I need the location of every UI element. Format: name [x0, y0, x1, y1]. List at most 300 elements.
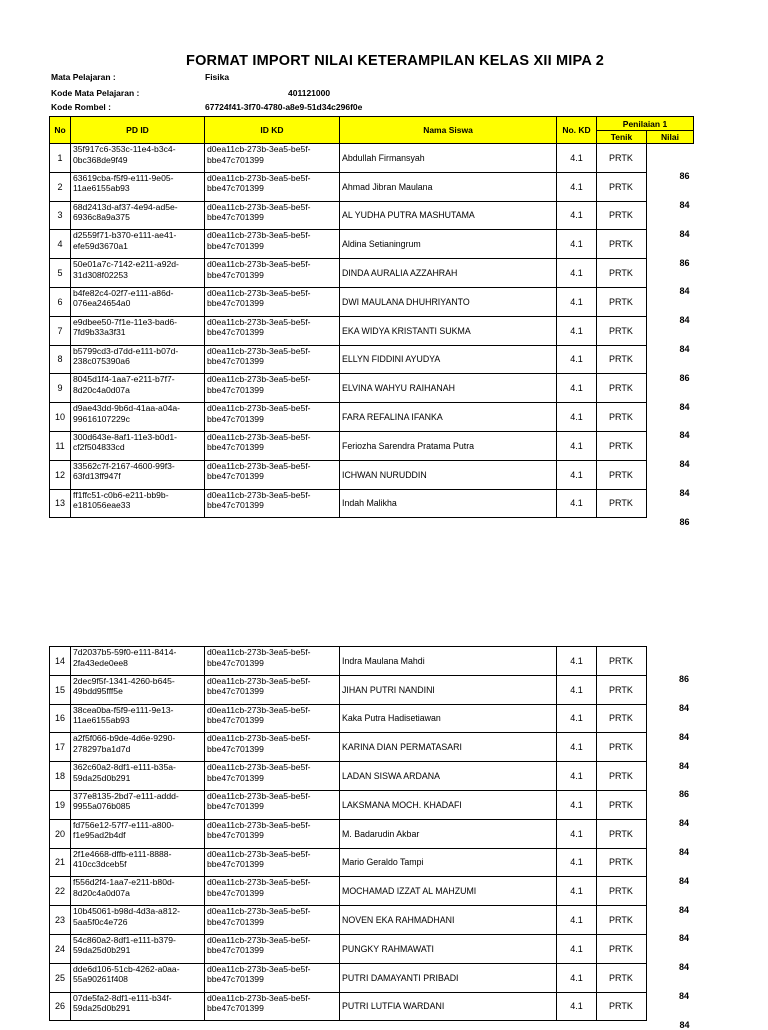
- cell-nama-siswa: PUTRI LUTFIA WARDANI: [340, 992, 557, 1021]
- cell-no: 13: [50, 489, 71, 518]
- cell-no-kd: 4.1: [557, 172, 597, 201]
- cell-nama-siswa: M. Badarudin Akbar: [340, 819, 557, 848]
- cell-pd-id: [71, 144, 205, 173]
- pd-id-line-2: 238c075390a6: [73, 356, 130, 367]
- kode-rombel-value: 67724f41-3f70-4780-a8e9-51d34c296f0e: [205, 102, 363, 112]
- pd-id-line-2: 5aa5f0c4e726: [73, 916, 128, 927]
- nilai-value: 86: [679, 372, 690, 383]
- cell-no: 11: [50, 431, 71, 460]
- cell-id-kd: [205, 172, 340, 201]
- pd-id-line-1: f556d2f4-1aa7-e211-b80d-: [73, 877, 175, 888]
- table-row: [50, 431, 694, 460]
- id-kd-line-2: bbe47c701399: [207, 657, 264, 668]
- nilai-value: 84: [678, 962, 689, 973]
- cell-no: 10: [50, 403, 71, 432]
- pd-id-line-1: 07de5fa2-8df1-e111-b34f-: [73, 992, 172, 1003]
- pd-id-line-1: 33562c7f-2167-4600-99f3-: [73, 460, 175, 471]
- id-kd-line-1: d0ea11cb-273b-3ea5-be5f-: [207, 992, 311, 1003]
- id-kd-line-1: d0ea11cb-273b-3ea5-be5f-: [207, 431, 311, 442]
- id-kd-line-2: bbe47c701399: [207, 327, 264, 338]
- pd-id-line-2: 55a90261f408: [73, 974, 128, 985]
- pd-id-line-2: cf2f504833cd: [73, 442, 125, 453]
- nilai-value: 84: [679, 1019, 690, 1030]
- cell-no-kd: 4.1: [557, 489, 597, 518]
- cell-nama-siswa: Mario Geraldo Tampi: [340, 848, 557, 877]
- nilai-value: 86: [679, 516, 690, 527]
- cell-id-kd: [205, 963, 340, 992]
- id-kd-line-1: d0ea11cb-273b-3ea5-be5f-: [207, 345, 311, 356]
- id-kd-line-1: d0ea11cb-273b-3ea5-be5f-: [207, 172, 311, 183]
- id-kd-line-1: d0ea11cb-273b-3ea5-be5f-: [207, 848, 311, 859]
- cell-nama-siswa: NOVEN EKA RAHMADHANI: [340, 906, 557, 935]
- cell-no-kd: 4.1: [557, 403, 597, 432]
- pd-id-line-2: 9955a076b085: [73, 801, 131, 812]
- cell-nama-siswa: Kaka Putra Hadisetiawan: [340, 704, 557, 733]
- cell-teknik: PRTK: [597, 172, 647, 201]
- header-id-kd: ID KD: [205, 117, 340, 144]
- header-pd-id: PD ID: [71, 117, 205, 144]
- cell-id-kd: [205, 819, 340, 848]
- pd-id-line-2: e181056eae33: [73, 500, 131, 511]
- cell-nama-siswa: AL YUDHA PUTRA MASHUTAMA: [340, 201, 557, 230]
- pd-id-line-1: 362c60a2-8df1-e111-b35a-: [73, 762, 176, 773]
- cell-no-kd: 4.1: [557, 790, 597, 819]
- cell-no: 19: [50, 790, 71, 819]
- pd-id-line-2: 0bc368de9f49: [73, 154, 128, 165]
- cell-id-kd: [205, 374, 340, 403]
- cell-no-kd: 4.1: [557, 316, 597, 345]
- cell-pd-id: [71, 675, 205, 704]
- id-kd-line-1: d0ea11cb-273b-3ea5-be5f-: [207, 374, 311, 385]
- id-kd-line-2: bbe47c701399: [207, 384, 264, 395]
- cell-no-kd: 4.1: [557, 704, 597, 733]
- id-kd-line-1: d0ea11cb-273b-3ea5-be5f-: [207, 489, 311, 500]
- cell-pd-id: [71, 848, 205, 877]
- cell-teknik: PRTK: [597, 230, 647, 259]
- id-kd-line-2: bbe47c701399: [207, 859, 264, 870]
- id-kd-line-1: d0ea11cb-273b-3ea5-be5f-: [207, 287, 311, 298]
- cell-pd-id: [71, 403, 205, 432]
- pd-id-line-1: 2dec9f5f-1341-4260-b645-: [73, 675, 175, 686]
- pd-id-line-2: 278297ba1d7d: [73, 743, 131, 754]
- cell-id-kd: [205, 848, 340, 877]
- mapel-label: Mata Pelajaran :: [51, 72, 116, 82]
- id-kd-line-1: d0ea11cb-273b-3ea5-be5f-: [207, 460, 311, 471]
- cell-teknik: PRTK: [597, 819, 647, 848]
- nilai-value: 86: [678, 674, 689, 685]
- id-kd-line-2: bbe47c701399: [207, 298, 264, 309]
- id-kd-line-2: bbe47c701399: [207, 183, 264, 194]
- cell-no-kd: 4.1: [557, 345, 597, 374]
- cell-pd-id: [71, 489, 205, 518]
- cell-id-kd: [205, 992, 340, 1021]
- cell-no: 2: [50, 172, 71, 201]
- id-kd-line-1: d0ea11cb-273b-3ea5-be5f-: [207, 906, 311, 917]
- pd-id-line-1: 68d2413d-af37-4e94-ad5e-: [73, 201, 178, 212]
- pd-id-line-2: 49bdd95fff5e: [73, 686, 123, 697]
- cell-id-kd: [205, 906, 340, 935]
- pd-id-line-2: 59da25d0b291: [73, 945, 131, 956]
- cell-no: 1: [50, 144, 71, 173]
- id-kd-line-1: d0ea11cb-273b-3ea5-be5f-: [207, 733, 311, 744]
- cell-id-kd: [205, 675, 340, 704]
- cell-no: 3: [50, 201, 71, 230]
- cell-nama-siswa: Ahmad Jibran Maulana: [340, 172, 557, 201]
- cell-pd-id: [71, 762, 205, 791]
- nilai-value: 84: [678, 760, 689, 771]
- cell-id-kd: [205, 431, 340, 460]
- id-kd-line-1: d0ea11cb-273b-3ea5-be5f-: [207, 144, 311, 154]
- nilai-value: 86: [678, 789, 689, 800]
- id-kd-line-2: bbe47c701399: [207, 269, 264, 280]
- table-row: [50, 963, 694, 992]
- id-kd-line-2: bbe47c701399: [207, 413, 264, 424]
- id-kd-line-2: bbe47c701399: [207, 212, 264, 223]
- nilai-value: 84: [678, 933, 689, 944]
- cell-teknik: PRTK: [597, 992, 647, 1021]
- cell-no-kd: 4.1: [557, 675, 597, 704]
- id-kd-line-2: bbe47c701399: [207, 916, 264, 927]
- cell-teknik: PRTK: [597, 647, 647, 676]
- cell-no: 4: [50, 230, 71, 259]
- pd-id-line-1: 38cea0ba-f5f9-e111-9e13-: [73, 704, 174, 715]
- cell-nama-siswa: Aldina Setianingrum: [340, 230, 557, 259]
- cell-no: 22: [50, 877, 71, 906]
- table-row: [50, 848, 694, 877]
- table-row: [50, 647, 694, 676]
- cell-no-kd: 4.1: [557, 201, 597, 230]
- cell-no-kd: 4.1: [557, 762, 597, 791]
- page-title: FORMAT IMPORT NILAI KETERAMPILAN KELAS XII MIPA 2: [186, 53, 604, 69]
- nilai-value: 84: [678, 847, 689, 858]
- cell-teknik: PRTK: [597, 259, 647, 288]
- cell-teknik: PRTK: [597, 374, 647, 403]
- cell-no-kd: 4.1: [557, 906, 597, 935]
- cell-id-kd: [205, 704, 340, 733]
- pd-id-line-1: fd756e12-57f7-e111-a800-: [73, 819, 174, 830]
- pd-id-line-2: 59da25d0b291: [73, 1003, 131, 1014]
- id-kd-line-1: d0ea11cb-273b-3ea5-be5f-: [207, 675, 311, 686]
- cell-pd-id: [71, 992, 205, 1021]
- pd-id-line-2: 59da25d0b291: [73, 772, 131, 783]
- cell-id-kd: [205, 762, 340, 791]
- id-kd-line-2: bbe47c701399: [207, 356, 264, 367]
- cell-pd-id: [71, 316, 205, 345]
- cell-pd-id: [71, 963, 205, 992]
- table-row: [50, 172, 694, 201]
- cell-nama-siswa: FARA REFALINA IFANKA: [340, 403, 557, 432]
- table-row: [50, 819, 694, 848]
- cell-nama-siswa: DWI MAULANA DHUHRIYANTO: [340, 287, 557, 316]
- cell-pd-id: [71, 460, 205, 489]
- id-kd-line-2: bbe47c701399: [207, 772, 264, 783]
- cell-id-kd: [205, 287, 340, 316]
- pd-id-line-1: 2f1e4668-dffb-e111-8888-: [73, 848, 172, 859]
- id-kd-line-2: bbe47c701399: [207, 500, 264, 511]
- table-row: [50, 934, 694, 963]
- cell-no-kd: 4.1: [557, 230, 597, 259]
- cell-nama-siswa: Indah Malikha: [340, 489, 557, 518]
- nilai-table-2: [49, 646, 694, 1030]
- cell-no: 20: [50, 819, 71, 848]
- pd-id-line-1: 54c860a2-8df1-e111-b379-: [73, 934, 176, 945]
- pd-id-line-1: 50e01a7c-7142-e211-a92d-: [73, 259, 179, 270]
- cell-no: 12: [50, 460, 71, 489]
- pd-id-line-1: 300d643e-8af1-11e3-b0d1-: [73, 431, 178, 442]
- header-penilaian: Penilaian 1: [597, 117, 694, 131]
- cell-no: 26: [50, 992, 71, 1021]
- cell-teknik: PRTK: [597, 906, 647, 935]
- cell-pd-id: [71, 647, 205, 676]
- pd-id-line-2: 99616107229c: [73, 413, 130, 424]
- pd-id-line-2: f1e95ad2b4df: [73, 830, 126, 841]
- cell-no: 14: [50, 647, 71, 676]
- cell-pd-id: [71, 201, 205, 230]
- cell-teknik: PRTK: [597, 934, 647, 963]
- table-row: [50, 345, 694, 374]
- cell-nama-siswa: KARINA DIAN PERMATASARI: [340, 733, 557, 762]
- cell-teknik: PRTK: [597, 287, 647, 316]
- table-row: [50, 316, 694, 345]
- cell-nama-siswa: Abdullah Firmansyah: [340, 144, 557, 173]
- id-kd-line-1: d0ea11cb-273b-3ea5-be5f-: [207, 762, 311, 773]
- cell-no: 25: [50, 963, 71, 992]
- cell-no-kd: 4.1: [557, 647, 597, 676]
- cell-teknik: PRTK: [597, 790, 647, 819]
- id-kd-line-2: bbe47c701399: [207, 154, 264, 165]
- pd-id-line-1: ff1ffc51-c0b6-e211-bb9b-: [73, 489, 169, 500]
- table-row: [50, 287, 694, 316]
- pd-id-line-2: efe59d3670a1: [73, 240, 128, 251]
- cell-no-kd: 4.1: [557, 819, 597, 848]
- cell-nama-siswa: ICHWAN NURUDDIN: [340, 460, 557, 489]
- pd-id-line-1: b4fe82c4-02f7-e111-a86d-: [73, 287, 174, 298]
- cell-no: 8: [50, 345, 71, 374]
- cell-id-kd: [205, 489, 340, 518]
- header-nama-siswa: Nama Siswa: [340, 117, 557, 144]
- cell-id-kd: [205, 201, 340, 230]
- id-kd-line-2: bbe47c701399: [207, 1003, 264, 1014]
- id-kd-line-1: d0ea11cb-273b-3ea5-be5f-: [207, 647, 311, 657]
- id-kd-line-2: bbe47c701399: [207, 442, 264, 453]
- cell-no: 17: [50, 733, 71, 762]
- cell-pd-id: [71, 345, 205, 374]
- cell-id-kd: [205, 460, 340, 489]
- cell-teknik: PRTK: [597, 201, 647, 230]
- table-row: [50, 201, 694, 230]
- pd-id-line-2: 63fd13ff947f: [73, 471, 121, 482]
- nilai-value: 84: [678, 731, 689, 742]
- cell-pd-id: [71, 172, 205, 201]
- cell-nilai: [647, 144, 694, 182]
- id-kd-line-2: bbe47c701399: [207, 471, 264, 482]
- cell-nama-siswa: PUTRI DAMAYANTI PRIBADI: [340, 963, 557, 992]
- pd-id-line-1: 8045d1f4-1aa7-e211-b7f7-: [73, 374, 175, 385]
- cell-teknik: PRTK: [597, 403, 647, 432]
- table-row: [50, 144, 694, 173]
- cell-nama-siswa: EKA WIDYA KRISTANTI SUKMA: [340, 316, 557, 345]
- cell-pd-id: [71, 287, 205, 316]
- table-row: [50, 790, 694, 819]
- pd-id-line-1: 63619cba-f5f9-e111-9e05-: [73, 172, 174, 183]
- id-kd-line-1: d0ea11cb-273b-3ea5-be5f-: [207, 819, 311, 830]
- table-row: [50, 906, 694, 935]
- cell-pd-id: [71, 259, 205, 288]
- kode-mapel-value: 401121000: [288, 88, 331, 98]
- table-row: [50, 675, 694, 704]
- header-teknik: Tenik: [597, 131, 647, 144]
- cell-teknik: PRTK: [597, 345, 647, 374]
- cell-teknik: PRTK: [597, 489, 647, 518]
- cell-id-kd: [205, 259, 340, 288]
- id-kd-line-1: d0ea11cb-273b-3ea5-be5f-: [207, 259, 311, 270]
- nilai-value: 86: [679, 171, 690, 182]
- nilai-value: 84: [678, 875, 689, 886]
- table-row: [50, 992, 694, 1021]
- id-kd-line-2: bbe47c701399: [207, 887, 264, 898]
- cell-nilai: [647, 647, 694, 685]
- table-row: [50, 762, 694, 791]
- pd-id-line-2: 7fd9b33a3f31: [73, 327, 126, 338]
- cell-no-kd: 4.1: [557, 877, 597, 906]
- cell-no-kd: 4.1: [557, 460, 597, 489]
- cell-no: 15: [50, 675, 71, 704]
- cell-teknik: PRTK: [597, 762, 647, 791]
- cell-teknik: PRTK: [597, 431, 647, 460]
- cell-no-kd: 4.1: [557, 287, 597, 316]
- table-row: [50, 460, 694, 489]
- cell-nama-siswa: LADAN SISWA ARDANA: [340, 762, 557, 791]
- nilai-table-1: [49, 116, 694, 527]
- nilai-value: 84: [679, 401, 690, 412]
- table-row: [50, 374, 694, 403]
- cell-pd-id: [71, 877, 205, 906]
- pd-id-line-1: dde6d106-51cb-4262-a0aa-: [73, 963, 180, 974]
- mapel-value: Fisika: [205, 72, 230, 82]
- pd-id-line-2: 410cc3dceb5f: [73, 859, 127, 870]
- cell-no-kd: 4.1: [557, 848, 597, 877]
- cell-nama-siswa: DINDA AURALIA AZZAHRAH: [340, 259, 557, 288]
- cell-pd-id: [71, 230, 205, 259]
- cell-pd-id: [71, 733, 205, 762]
- cell-id-kd: [205, 733, 340, 762]
- cell-no: 16: [50, 704, 71, 733]
- header-nilai: Nilai: [647, 131, 694, 144]
- cell-teknik: PRTK: [597, 460, 647, 489]
- cell-id-kd: [205, 647, 340, 676]
- cell-id-kd: [205, 790, 340, 819]
- id-kd-line-1: d0ea11cb-273b-3ea5-be5f-: [207, 790, 311, 801]
- kode-rombel-label: Kode Rombel :: [51, 102, 111, 112]
- cell-no: 5: [50, 259, 71, 288]
- nilai-value: 84: [679, 228, 690, 239]
- pd-id-line-2: 11ae6155ab93: [73, 715, 130, 726]
- id-kd-line-1: d0ea11cb-273b-3ea5-be5f-: [207, 230, 311, 241]
- cell-nama-siswa: Indra Maulana Mahdi: [340, 647, 557, 676]
- table-row: [50, 259, 694, 288]
- cell-nama-siswa: ELVINA WAHYU RAIHANAH: [340, 374, 557, 403]
- cell-no: 21: [50, 848, 71, 877]
- pd-id-line-2: 6936c8a9a375: [73, 212, 130, 223]
- id-kd-line-1: d0ea11cb-273b-3ea5-be5f-: [207, 316, 311, 327]
- cell-no-kd: 4.1: [557, 259, 597, 288]
- pd-id-line-1: d2559f71-b370-e111-ae41-: [73, 230, 177, 241]
- cell-pd-id: [71, 906, 205, 935]
- id-kd-line-2: bbe47c701399: [207, 240, 264, 251]
- cell-teknik: PRTK: [597, 316, 647, 345]
- cell-no-kd: 4.1: [557, 431, 597, 460]
- cell-no: 9: [50, 374, 71, 403]
- cell-no: 6: [50, 287, 71, 316]
- id-kd-line-1: d0ea11cb-273b-3ea5-be5f-: [207, 877, 311, 888]
- cell-no-kd: 4.1: [557, 992, 597, 1021]
- id-kd-line-1: d0ea11cb-273b-3ea5-be5f-: [207, 201, 311, 212]
- id-kd-line-1: d0ea11cb-273b-3ea5-be5f-: [207, 934, 311, 945]
- pd-id-line-2: 076ea24654a0: [73, 298, 131, 309]
- cell-no-kd: 4.1: [557, 733, 597, 762]
- id-kd-line-1: d0ea11cb-273b-3ea5-be5f-: [207, 963, 311, 974]
- cell-id-kd: [205, 316, 340, 345]
- nilai-value: 84: [679, 488, 690, 499]
- cell-id-kd: [205, 403, 340, 432]
- cell-teknik: PRTK: [597, 733, 647, 762]
- id-kd-line-2: bbe47c701399: [207, 974, 264, 985]
- nilai-value: 84: [679, 315, 690, 326]
- cell-nama-siswa: ELLYN FIDDINI AYUDYA: [340, 345, 557, 374]
- pd-id-line-1: d9ae43dd-9b6d-41aa-a04a-: [73, 403, 181, 414]
- pd-id-line-2: 2fa43ede0ee8: [73, 657, 128, 668]
- cell-nama-siswa: LAKSMANA MOCH. KHADAFI: [340, 790, 557, 819]
- cell-nama-siswa: MOCHAMAD IZZAT AL MAHZUMI: [340, 877, 557, 906]
- nilai-value: 84: [679, 200, 690, 211]
- id-kd-line-2: bbe47c701399: [207, 686, 264, 697]
- id-kd-line-1: d0ea11cb-273b-3ea5-be5f-: [207, 704, 311, 715]
- nilai-value: 84: [679, 430, 690, 441]
- cell-teknik: PRTK: [597, 144, 647, 173]
- cell-no: 18: [50, 762, 71, 791]
- nilai-value: 84: [678, 703, 689, 714]
- cell-nama-siswa: JIHAN PUTRI NANDINI: [340, 675, 557, 704]
- cell-no-kd: 4.1: [557, 374, 597, 403]
- pd-id-line-1: 7d2037b5-59f0-e111-8414-: [73, 647, 177, 657]
- pd-id-line-1: b5799cd3-d7dd-e111-b07d-: [73, 345, 179, 356]
- table-row: [50, 230, 694, 259]
- cell-pd-id: [71, 819, 205, 848]
- id-kd-line-2: bbe47c701399: [207, 945, 264, 956]
- cell-nama-siswa: PUNGKY RAHMAWATI: [340, 934, 557, 963]
- cell-no-kd: 4.1: [557, 934, 597, 963]
- table-row: [50, 489, 694, 518]
- cell-id-kd: [205, 345, 340, 374]
- nilai-value: 86: [679, 257, 690, 268]
- cell-no-kd: 4.1: [557, 144, 597, 173]
- table-row: [50, 877, 694, 906]
- header-no: No: [50, 117, 71, 144]
- pd-id-line-2: 8d20c4a0d07a: [73, 384, 130, 395]
- pd-id-line-1: a2f5f066-b9de-4d6e-9290-: [73, 733, 176, 744]
- cell-no: 23: [50, 906, 71, 935]
- pd-id-line-1: e9dbee50-7f1e-11e3-bad6-: [73, 316, 178, 327]
- kode-mapel-label: Kode Mata Pelajaran :: [51, 88, 140, 98]
- cell-pd-id: [71, 374, 205, 403]
- cell-pd-id: [71, 704, 205, 733]
- nilai-value: 84: [679, 286, 690, 297]
- table-row: [50, 704, 694, 733]
- cell-no: 7: [50, 316, 71, 345]
- cell-teknik: PRTK: [597, 675, 647, 704]
- cell-teknik: PRTK: [597, 963, 647, 992]
- pd-id-line-1: 377e8135-2bd7-e111-addd-: [73, 790, 179, 801]
